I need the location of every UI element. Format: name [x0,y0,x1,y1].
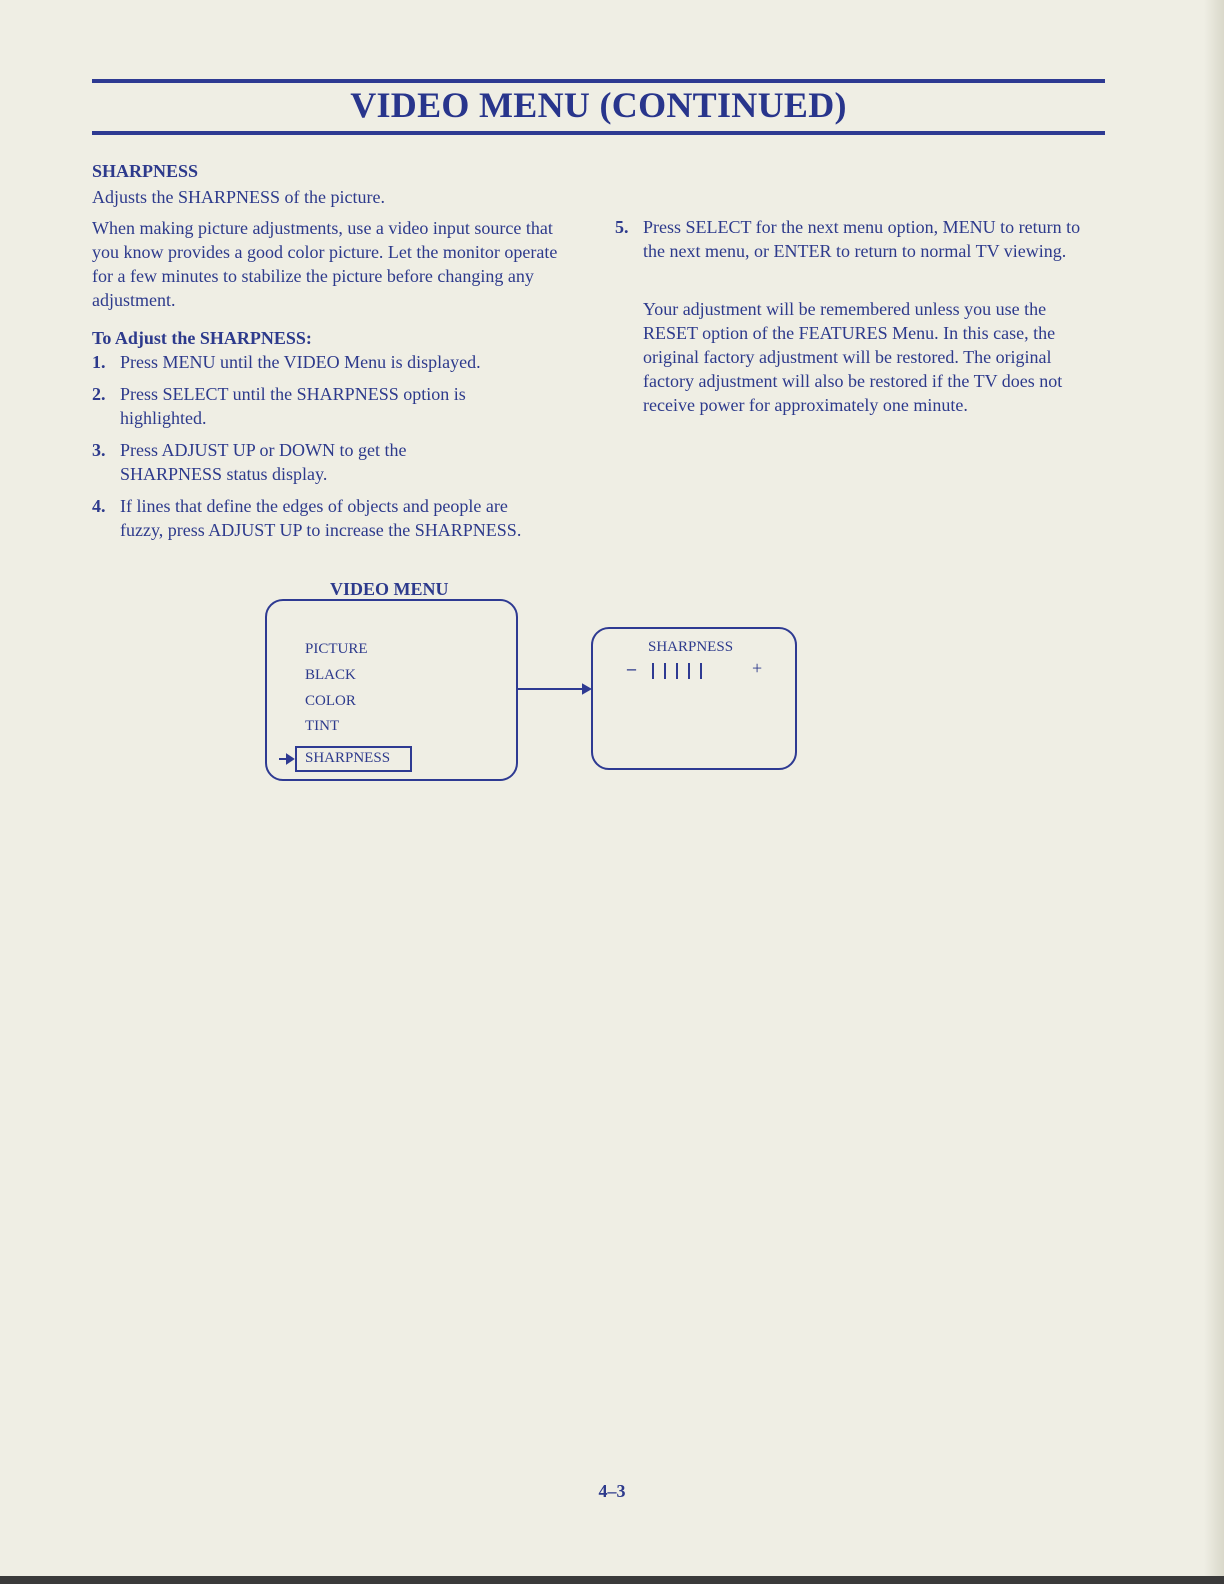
menu-item-black: BLACK [305,667,356,683]
flow-arrow-icon [583,685,590,693]
minus-icon: – [627,658,636,678]
page-number: 4–3 [598,1481,626,1501]
section-intro: Adjusts the SHARPNESS of the picture. [92,187,386,207]
step-number: 3. [92,440,106,460]
level-bar [652,663,654,679]
section-heading: SHARPNESS [92,161,199,181]
menu-item-tint: TINT [305,718,340,734]
plus-icon: + [752,658,763,678]
procedure-heading: To Adjust the SHARPNESS: [92,328,312,348]
page-title: VIDEO MENU (CONTINUED) [350,85,847,125]
step-number: 4. [92,496,106,516]
intro-paragraph: When making picture adjustments, use a video input source that you know provides a good color picture. Let the monitor operate for a few minutes to stabilize the picture before changing any adjustment. [92,218,558,310]
step-number: 2. [92,384,106,404]
level-bar [664,663,666,679]
status-title: SHARPNESS [648,639,734,655]
level-bar [676,663,678,679]
step-text: If lines that define the edges of objects and people are fuzzy, press ADJUST UP to increase the SHARPNESS. [120,496,522,540]
step-text: Press MENU until the VIDEO Menu is displayed. [120,352,481,372]
step-text: Press SELECT for the next menu option, MENU to return to the next menu, or ENTER to return to normal TV viewing. [643,217,1081,261]
level-bar [688,663,690,679]
menu-item-color: COLOR [305,693,356,709]
step-text: Press ADJUST UP or DOWN to get the SHARPNESS status display. [120,440,407,484]
step-number: 1. [92,352,106,372]
menu-item-sharpness: SHARPNESS [305,750,391,766]
page-bottom-edge [0,1576,1224,1584]
note-paragraph: Your adjustment will be remembered unless you use the RESET option of the FEATURES Menu. In this case, the original factory adjustment will be restored. The original factory adjustment will also be restored if the TV does not receive power for approximately one minute. [643,299,1063,415]
selection-arrow-icon [287,755,293,763]
page-edge-shadow [1204,0,1224,1584]
sharpness-level-bars [652,663,702,679]
step-text: Press SELECT until the SHARPNESS option is highlighted. [120,384,466,428]
diagram-menu-title: VIDEO MENU [330,579,449,599]
menu-item-picture: PICTURE [305,641,368,657]
step-number: 5. [615,217,629,237]
level-bar [700,663,702,679]
